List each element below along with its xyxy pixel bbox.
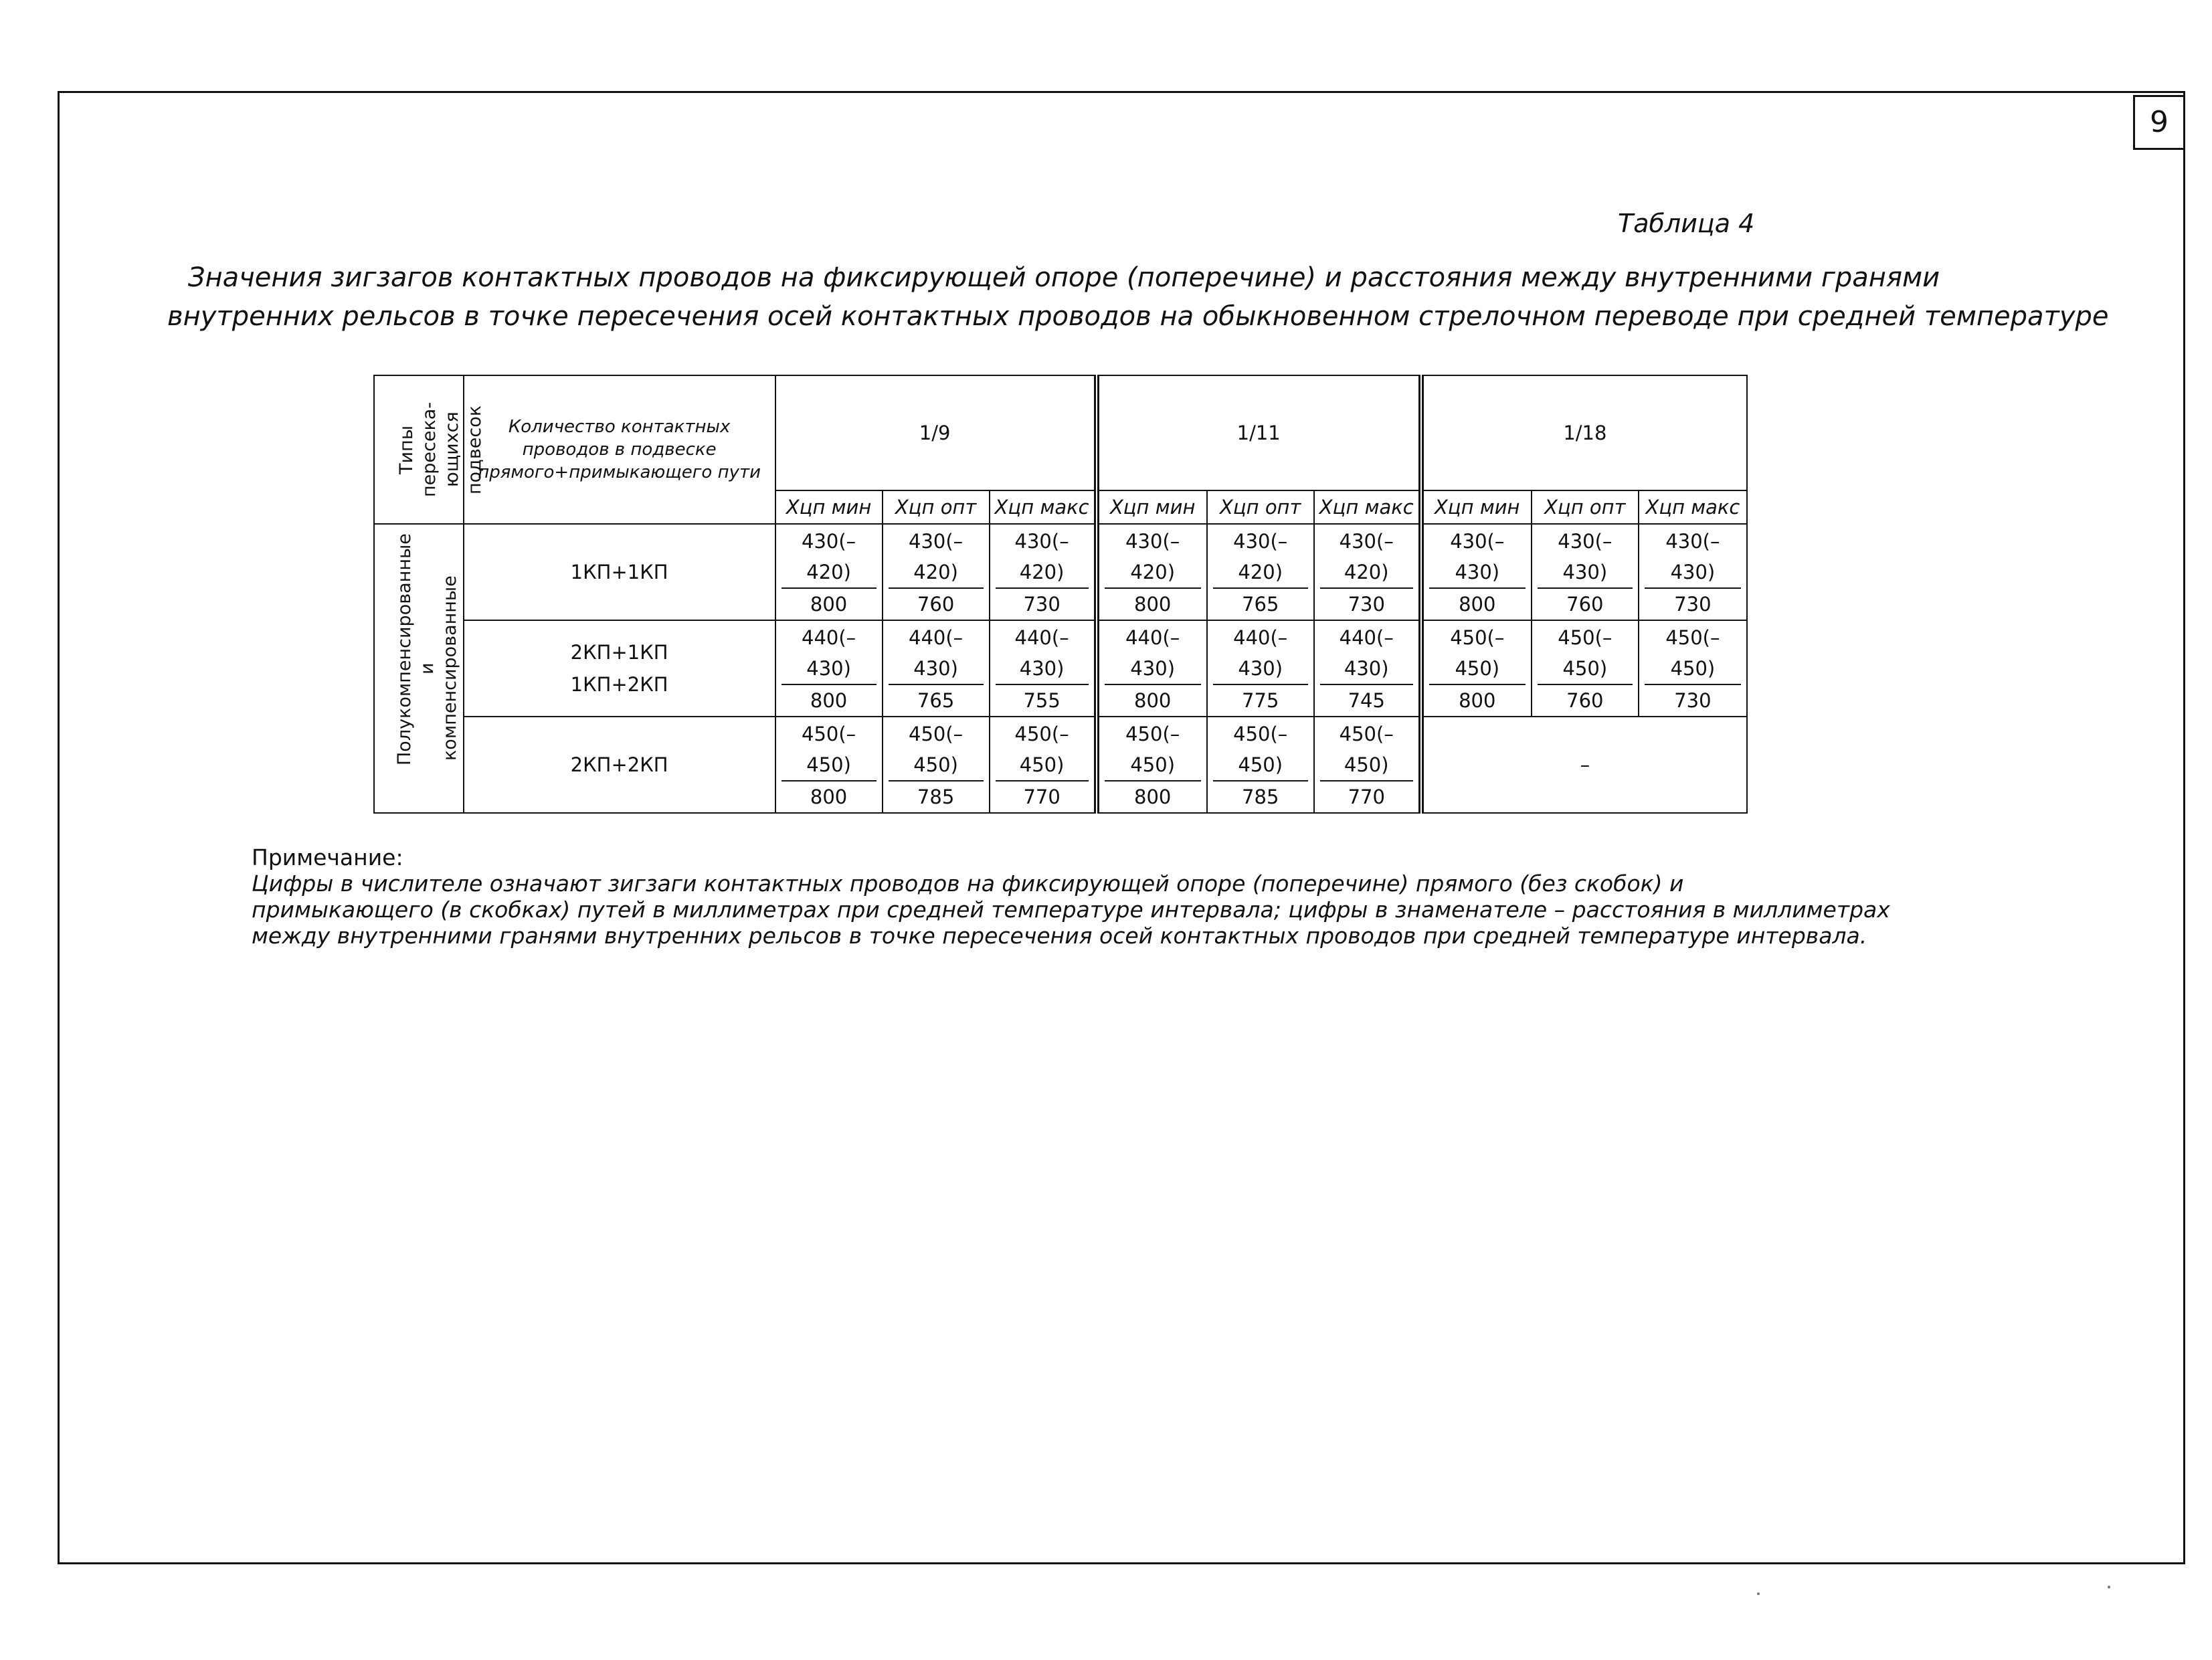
row-label-line: 2КП+2КП [570, 753, 668, 776]
row-label [464, 524, 775, 620]
value-cell: 430(–420) 730 [990, 524, 1097, 620]
title-line-1: Значения зигзагов контактных проводов на фиксирующей опоре (поперечине) и расстояния между внутренними гранями [187, 262, 1940, 293]
value-cell: 450(–450) 800 [1421, 620, 1532, 717]
title-line-2: внутренних рельсов в точке пересечения осей контактных проводов на обыкновенном стрелочном переводе при средней температуре [167, 301, 2109, 332]
data-table [373, 375, 1748, 814]
value-cell: 430(–420) 800 [775, 524, 883, 620]
value-cell: 440(–430) 765 [883, 620, 990, 717]
table-label: Таблица 4 [1618, 209, 1755, 238]
value-cell: 440(–430) 800 [1097, 620, 1207, 717]
note-line: примыкающего (в скобках) путей в миллиметрах при средней температуре интервала; цифры в знаменателе – расстояния в миллиметрах [252, 897, 1890, 923]
value-cell: 430(–420) 765 [1207, 524, 1314, 620]
table-row [374, 620, 1747, 717]
type-column-header-text: Типы пересека- ющихся подвесок [395, 401, 485, 498]
type-column-header [374, 375, 485, 524]
value-cell: 440(–430) 800 [775, 620, 883, 717]
header-row [374, 375, 1747, 490]
value-cell: 430(–420) 730 [1314, 524, 1421, 620]
table-row [374, 717, 1747, 813]
scan-speck [2108, 1586, 2110, 1588]
table-row [374, 524, 1747, 620]
note-line: Цифры в числителе означают зигзаги контактных проводов на фиксирующей опоре (поперечине) прямого (без скобок) и [252, 870, 1684, 897]
qty-header-line: проводов в подвеске [522, 440, 717, 460]
value-cell: 450(–450) 800 [775, 717, 883, 813]
subheader-max: Хцп макс [990, 490, 1097, 524]
subheader-opt: Хцп опт [883, 490, 990, 524]
row-label-line: 1КП+1КП [570, 561, 668, 583]
note-heading: Примечание: [252, 844, 403, 870]
value-cell: 450(–450) 730 [1639, 620, 1747, 717]
qty-column-header [464, 375, 775, 524]
value-cell: 450(–450) 770 [990, 717, 1097, 813]
row-label [464, 620, 775, 717]
value-cell: 430(–430) 730 [1639, 524, 1747, 620]
subheader-opt: Хцп опт [1532, 490, 1639, 524]
row-label [464, 717, 775, 813]
subheader-max: Хцп макс [1639, 490, 1747, 524]
group-header-1-9: 1/9 [775, 375, 1097, 490]
type-label-cell [374, 524, 464, 813]
value-cell: 440(–430) 775 [1207, 620, 1314, 717]
value-cell: 430(–420) 760 [883, 524, 990, 620]
qty-header-line: Количество контактных [508, 417, 731, 437]
subheader-min: Хцп мин [1097, 490, 1207, 524]
note-block [252, 844, 1991, 949]
group-header-1-18: 1/18 [1421, 375, 1747, 490]
empty-group-cell: – [1421, 717, 1747, 813]
page-title [167, 258, 2109, 336]
value-cell: 430(–430) 800 [1421, 524, 1532, 620]
subheader-min: Хцп мин [775, 490, 883, 524]
qty-header-line: прямого+примыкающего пути [478, 462, 761, 482]
row-label-line: 1КП+2КП [570, 673, 668, 696]
subheader-opt: Хцп опт [1207, 490, 1314, 524]
note-line: между внутренними гранями внутренних рельсов в точке пересечения осей контактных проводов при средней температуре интервала. [252, 923, 1867, 949]
value-cell: 440(–430) 755 [990, 620, 1097, 717]
scan-speck [1757, 1592, 1760, 1595]
value-cell: 450(–450) 760 [1532, 620, 1639, 717]
page-number: 9 [2133, 95, 2185, 150]
subheader-max: Хцп макс [1314, 490, 1421, 524]
value-cell: 450(–450) 800 [1097, 717, 1207, 813]
value-cell: 450(–450) 785 [883, 717, 990, 813]
value-cell: 430(–430) 760 [1532, 524, 1639, 620]
type-label-text: Полукомпенсированные и компенсированные [393, 533, 460, 765]
value-cell: 450(–450) 785 [1207, 717, 1314, 813]
value-cell: 430(–420) 800 [1097, 524, 1207, 620]
row-label-line: 2КП+1КП [570, 641, 668, 664]
subheader-min: Хцп мин [1421, 490, 1532, 524]
group-header-1-11: 1/11 [1097, 375, 1421, 490]
value-cell: 440(–430) 745 [1314, 620, 1421, 717]
value-cell: 450(–450) 770 [1314, 717, 1421, 813]
